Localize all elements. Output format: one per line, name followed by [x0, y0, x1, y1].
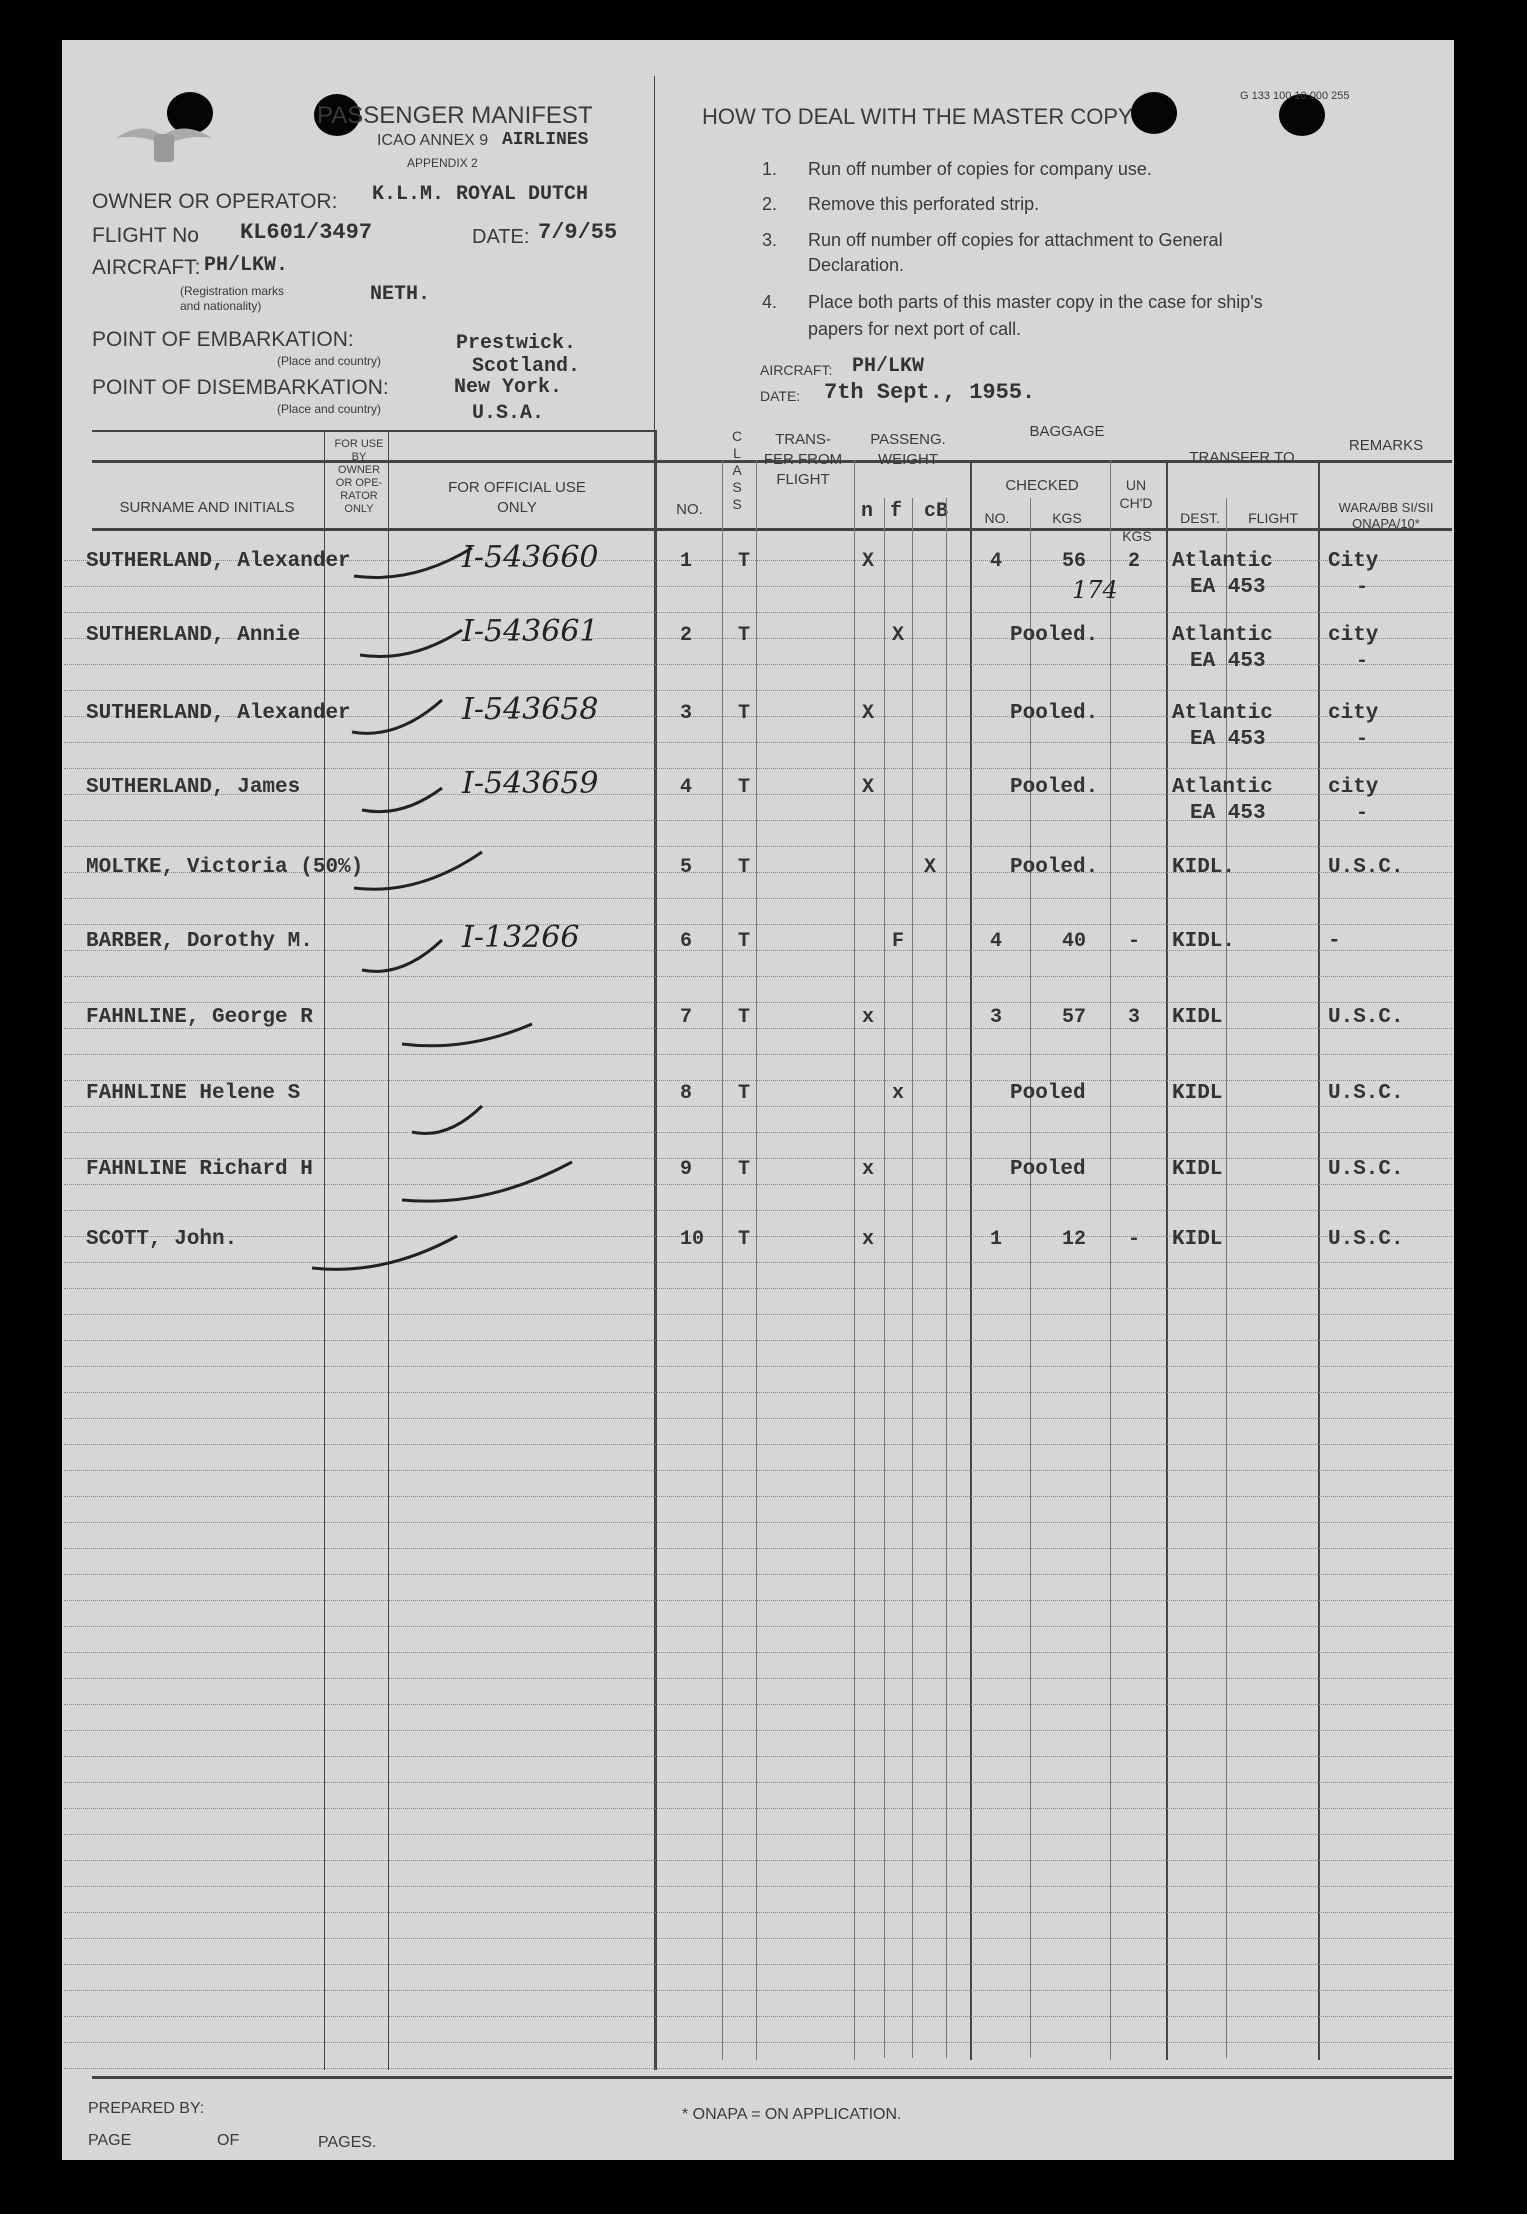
weight-n-mark: X [862, 550, 875, 573]
form-code: G 133 100 10.000 255 [1240, 90, 1350, 102]
baggage-handwritten: 174 [1072, 576, 1118, 604]
baggage-unchecked: 3 [1128, 1006, 1141, 1029]
passenger-class: T [738, 1006, 751, 1029]
page-label: PAGE [88, 2132, 132, 2149]
weight-n-mark: X [862, 702, 875, 725]
transfer-dest: KIDL [1172, 1082, 1223, 1105]
transfer-flight: EA 453 [1190, 650, 1266, 673]
instruction-item: papers for next port of call. [808, 319, 1022, 339]
baggage-pooled: Pooled [1010, 1082, 1086, 1105]
weight-cb: cB [924, 500, 949, 523]
embarkation-value: Prestwick. [456, 332, 577, 355]
checkmark-strokes [62, 40, 1454, 2160]
remarks-value: U.S.C. [1328, 1228, 1404, 1251]
col-remarks-sub: WARA/BB SI/SII ONAPA/10* [1338, 500, 1434, 531]
instruction-item: Declaration. [808, 255, 905, 275]
passenger-no: 1 [680, 550, 693, 573]
passenger-class: T [738, 776, 751, 799]
col-flight: FLIGHT [1248, 510, 1298, 526]
passenger-no: 5 [680, 856, 693, 879]
official-number: I-543660 [462, 540, 599, 575]
official-number: I-13266 [462, 920, 580, 955]
instructions-title: HOW TO DEAL WITH THE MASTER COPY [702, 104, 1133, 129]
remarks-value: U.S.C. [1328, 1082, 1404, 1105]
handwritten-stroke [360, 630, 462, 657]
handwritten-stroke [362, 788, 442, 812]
col-bag-no: NO. [984, 510, 1010, 526]
baggage-count: 4 [990, 930, 1003, 953]
passenger-class: T [738, 930, 751, 953]
col-official: FOR OFFICIAL USE ONLY [448, 479, 586, 516]
disembarkation-note: (Place and country) [277, 402, 382, 416]
col-dest: DEST. [1180, 510, 1220, 526]
passenger-class: T [738, 856, 751, 879]
passenger-name: SUTHERLAND, James [86, 776, 301, 799]
date-value: 7/9/55 [538, 220, 618, 245]
disembarkation-label: POINT OF DISEMBARKATION: [92, 376, 389, 399]
passenger-no: 2 [680, 624, 693, 647]
handwritten-stroke [354, 548, 472, 577]
col-checked: CHECKED [1005, 477, 1079, 494]
transfer-dest: Atlantic [1172, 550, 1273, 573]
disembarkation-value: New York. [454, 376, 563, 399]
aircraft-label: AIRCRAFT: [92, 256, 201, 279]
col-kgs-unchecked: KGS [1122, 528, 1152, 544]
transfer-flight: EA 453 [1190, 728, 1266, 751]
icao-annex: ICAO ANNEX 9 [377, 132, 489, 149]
handwritten-stroke [354, 852, 482, 889]
remarks-value: - [1328, 930, 1341, 953]
of-label: OF [217, 2132, 240, 2149]
passenger-name: SUTHERLAND, Annie [86, 624, 301, 647]
weight-n-mark: X [862, 776, 875, 799]
weight-n-mark: x [862, 1228, 875, 1251]
registration-note: and nationality) [180, 299, 262, 313]
transfer-dest: KIDL. [1172, 930, 1236, 953]
col-no: NO. [676, 501, 703, 518]
pages-label: PAGES. [318, 2134, 377, 2151]
flight-value: KL601/3497 [240, 220, 373, 245]
transfer-dest: Atlantic [1172, 776, 1273, 799]
date-label-right: DATE: [760, 388, 801, 404]
baggage-pooled: Pooled. [1010, 624, 1099, 647]
passenger-name: FAHNLINE Richard H [86, 1158, 313, 1181]
remarks-value: city [1328, 776, 1379, 799]
baggage-kgs: 57 [1062, 1006, 1087, 1029]
transfer-dest: KIDL [1172, 1228, 1223, 1251]
manifest-paper [62, 40, 1454, 2160]
date-label: DATE: [472, 226, 530, 248]
prepared-by-label: PREPARED BY: [88, 2100, 205, 2117]
disembarkation-country: U.S.A. [472, 402, 545, 425]
date-value-right: 7th Sept., 1955. [824, 380, 1036, 405]
col-for-use: FOR USE BY OWNER OR OPE- RATOR ONLY [334, 438, 384, 515]
transfer-dest: Atlantic [1172, 624, 1273, 647]
passenger-class: T [738, 624, 751, 647]
baggage-kgs: 40 [1062, 930, 1087, 953]
col-transfer-to: TRANSFER TO [1189, 449, 1295, 466]
col-kgs: KGS [1052, 510, 1082, 526]
baggage-pooled: Pooled. [1010, 776, 1099, 799]
col-transfer-from: TRANS- FER FROM FLIGHT [763, 431, 843, 488]
official-number: I-543658 [462, 692, 599, 727]
instruction-number: 1. [762, 159, 778, 179]
nationality-value: NETH. [370, 283, 431, 306]
col-surname: SURNAME AND INITIALS [119, 499, 295, 516]
col-remarks: REMARKS [1348, 437, 1424, 454]
remarks-dash: - [1356, 576, 1369, 599]
baggage-pooled: Pooled. [1010, 702, 1099, 725]
baggage-kgs: 12 [1062, 1228, 1087, 1251]
owner-value: K.L.M. ROYAL DUTCH [372, 183, 589, 206]
passenger-name: SUTHERLAND, Alexander [86, 702, 351, 725]
instruction-number: 3. [762, 230, 778, 250]
instruction-number: 2. [762, 194, 778, 214]
transfer-dest: KIDL. [1172, 856, 1236, 879]
baggage-kgs: 56 [1062, 550, 1087, 573]
embarkation-country: Scotland. [472, 355, 581, 378]
embarkation-label: POINT OF EMBARKATION: [92, 328, 354, 351]
baggage-unchecked: 2 [1128, 550, 1141, 573]
baggage-count: 4 [990, 550, 1003, 573]
baggage-unchecked: - [1128, 1228, 1141, 1251]
instruction-number: 4. [762, 292, 778, 312]
flight-label: FLIGHT No [92, 224, 199, 247]
passenger-name: MOLTKE, Victoria (50%) [86, 856, 364, 879]
handwritten-stroke [352, 700, 442, 733]
passenger-class: T [738, 702, 751, 725]
instruction-item: Remove this perforated strip. [808, 194, 1040, 214]
form-title: PASSENGER MANIFEST [317, 102, 593, 129]
passenger-no: 3 [680, 702, 693, 725]
weight-f-mark: F [892, 930, 905, 953]
remarks-dash: - [1356, 650, 1369, 673]
remarks-value: city [1328, 624, 1379, 647]
remarks-dash: - [1356, 802, 1369, 825]
passenger-no: 9 [680, 1158, 693, 1181]
col-unchecked: UN CH'D [1119, 477, 1153, 511]
weight-f-mark: X [892, 624, 905, 647]
airlines-typed: AIRLINES [502, 130, 589, 150]
footer-note: * ONAPA = ON APPLICATION. [682, 2106, 902, 2123]
col-baggage: BAGGAGE [1029, 423, 1105, 440]
weight-f-mark: x [892, 1082, 905, 1105]
handwritten-stroke [402, 1162, 572, 1201]
baggage-pooled: Pooled [1010, 1158, 1086, 1181]
transfer-dest: KIDL [1172, 1158, 1223, 1181]
remarks-value: city [1328, 702, 1379, 725]
handwritten-stroke [402, 1024, 532, 1046]
remarks-value: City [1328, 550, 1379, 573]
instruction-item: Run off number of copies for company use. [808, 159, 1152, 179]
baggage-count: 1 [990, 1228, 1003, 1251]
passenger-class: T [738, 1228, 751, 1251]
remarks-value: U.S.C. [1328, 1006, 1404, 1029]
transfer-dest: Atlantic [1172, 702, 1273, 725]
passenger-no: 8 [680, 1082, 693, 1105]
passenger-no: 7 [680, 1006, 693, 1029]
aircraft-value-right: PH/LKW [852, 355, 925, 378]
passenger-name: SUTHERLAND, Alexander [86, 550, 351, 573]
passenger-no: 6 [680, 930, 693, 953]
registration-note: (Registration marks [180, 284, 285, 298]
transfer-flight: EA 453 [1190, 576, 1266, 599]
weight-n: n [861, 500, 874, 523]
passenger-name: SCOTT, John. [86, 1228, 238, 1251]
aircraft-label-right: AIRCRAFT: [760, 362, 833, 378]
weight-n-mark: x [862, 1158, 875, 1181]
passenger-name: FAHNLINE, George R [86, 1006, 313, 1029]
official-number: I-543659 [462, 766, 599, 801]
baggage-unchecked: - [1128, 930, 1141, 953]
weight-cb-mark: X [924, 856, 937, 879]
weight-f: f [890, 500, 903, 523]
passenger-name: FAHNLINE Helene S [86, 1082, 301, 1105]
passenger-class: T [738, 1082, 751, 1105]
footer-rule [92, 2076, 1452, 2079]
aircraft-value: PH/LKW. [204, 254, 289, 277]
remarks-value: U.S.C. [1328, 856, 1404, 879]
weight-n-mark: x [862, 1006, 875, 1029]
handwritten-stroke [412, 1106, 482, 1134]
transfer-dest: KIDL [1172, 1006, 1223, 1029]
col-passeng-weight: PASSENG. WEIGHT [870, 431, 946, 468]
instruction-item: Run off number off copies for attachment to General [808, 230, 1223, 250]
remarks-value: U.S.C. [1328, 1158, 1404, 1181]
passenger-no: 10 [680, 1228, 705, 1251]
baggage-pooled: Pooled. [1010, 856, 1099, 879]
handwritten-stroke [312, 1236, 457, 1269]
col-class: C L A S S [731, 428, 743, 512]
embarkation-note: (Place and country) [277, 354, 382, 368]
passenger-no: 4 [680, 776, 693, 799]
passenger-class: T [738, 1158, 751, 1181]
appendix-label: APPENDIX 2 [407, 156, 478, 170]
passenger-name: BARBER, Dorothy M. [86, 930, 313, 953]
transfer-flight: EA 453 [1190, 802, 1266, 825]
handwritten-stroke [362, 940, 442, 971]
baggage-count: 3 [990, 1006, 1003, 1029]
official-number: I-543661 [462, 614, 599, 649]
instruction-item: Place both parts of this master copy in the case for ship's [808, 292, 1263, 312]
passenger-class: T [738, 550, 751, 573]
owner-label: OWNER OR OPERATOR: [92, 190, 338, 213]
remarks-dash: - [1356, 728, 1369, 751]
